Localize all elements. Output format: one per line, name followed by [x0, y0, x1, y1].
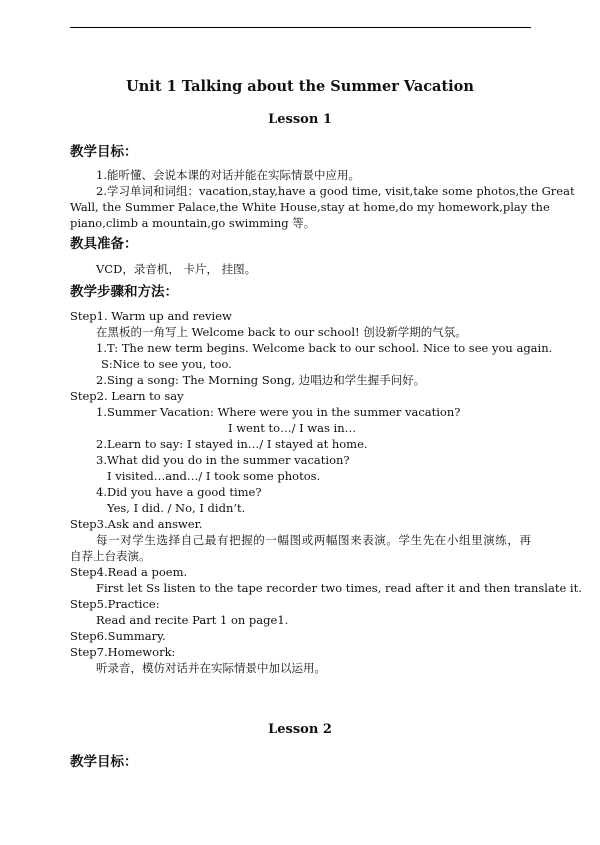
step3-line-2: 自荐上台表演。	[70, 549, 151, 563]
step2-label: Step2. Learn to say	[70, 389, 184, 403]
step2-line-4: 3.What did you do in the summer vacation?	[96, 453, 350, 467]
materials-text: VCD，录音机， 卡片， 挂图。	[96, 262, 257, 276]
lesson2-heading: Lesson 2	[268, 722, 332, 737]
step1-line-4: 2.Sing a song: The Morning Song, 边唱边和学生握手问好。	[96, 373, 426, 387]
step7-label: Step7.Homework:	[70, 645, 176, 659]
step2-line-1: 1.Summer Vacation: Where were you in the summer vacation?	[96, 405, 461, 419]
step1-line-3: S:Nice to see you, too.	[101, 357, 232, 371]
goal-item-2-line-2: Wall, the Summer Palace,the White House,stay at home,do my homework,play the	[70, 200, 550, 214]
lesson1-heading: Lesson 1	[268, 112, 332, 127]
header-rule	[70, 27, 531, 28]
step5-label: Step5.Practice:	[70, 597, 160, 611]
goal-item-1: 1.能听懂、会说本课的对话并能在实际情景中应用。	[96, 168, 360, 182]
step1-label: Step1. Warm up and review	[70, 309, 232, 323]
step2-line-2: I went to…/ I was in…	[228, 421, 357, 435]
step2-line-7: Yes, I did. / No, I didn’t.	[107, 501, 246, 515]
step3-line-1: 每一对学生选择自己最有把握的一幅图或两幅图来表演。学生先在小组里演练，再	[96, 533, 531, 547]
step7-line-1: 听录音，模仿对话并在实际情景中加以运用。	[96, 661, 326, 675]
goal-item-2-line-3: piano,climb a mountain,go swimming 等。	[70, 216, 316, 230]
lesson2-goals-heading: 教学目标：	[70, 754, 138, 770]
step2-line-5: I visited…and…/ I took some photos.	[107, 469, 321, 483]
goal-item-2-line-1: 2.学习单词和词组：vacation,stay,have a good time, visit,take some photos,the Great	[96, 184, 575, 198]
step2-line-6: 4.Did you have a good time?	[96, 485, 262, 499]
step4-line-1: First let Ss listen to the tape recorder two times, read after it and then translate it.	[96, 581, 582, 595]
procedure-heading: 教学步骤和方法：	[70, 284, 178, 300]
step2-line-3: 2.Learn to say: I stayed in…/ I stayed at home.	[96, 437, 368, 451]
goals-heading: 教学目标：	[70, 144, 138, 160]
step5-line-1: Read and recite Part 1 on page1.	[96, 613, 289, 627]
step1-line-1: 在黑板的一角写上 Welcome back to our school! 创设新学期的气氛。	[96, 325, 467, 339]
step3-label: Step3.Ask and answer.	[70, 517, 203, 531]
step6-label: Step6.Summary.	[70, 629, 166, 643]
document-title: Unit 1 Talking about the Summer Vacation	[126, 78, 474, 95]
step4-label: Step4.Read a poem.	[70, 565, 188, 579]
step1-line-2: 1.T: The new term begins. Welcome back to our school. Nice to see you again.	[96, 341, 553, 355]
materials-heading: 教具准备：	[70, 236, 138, 252]
